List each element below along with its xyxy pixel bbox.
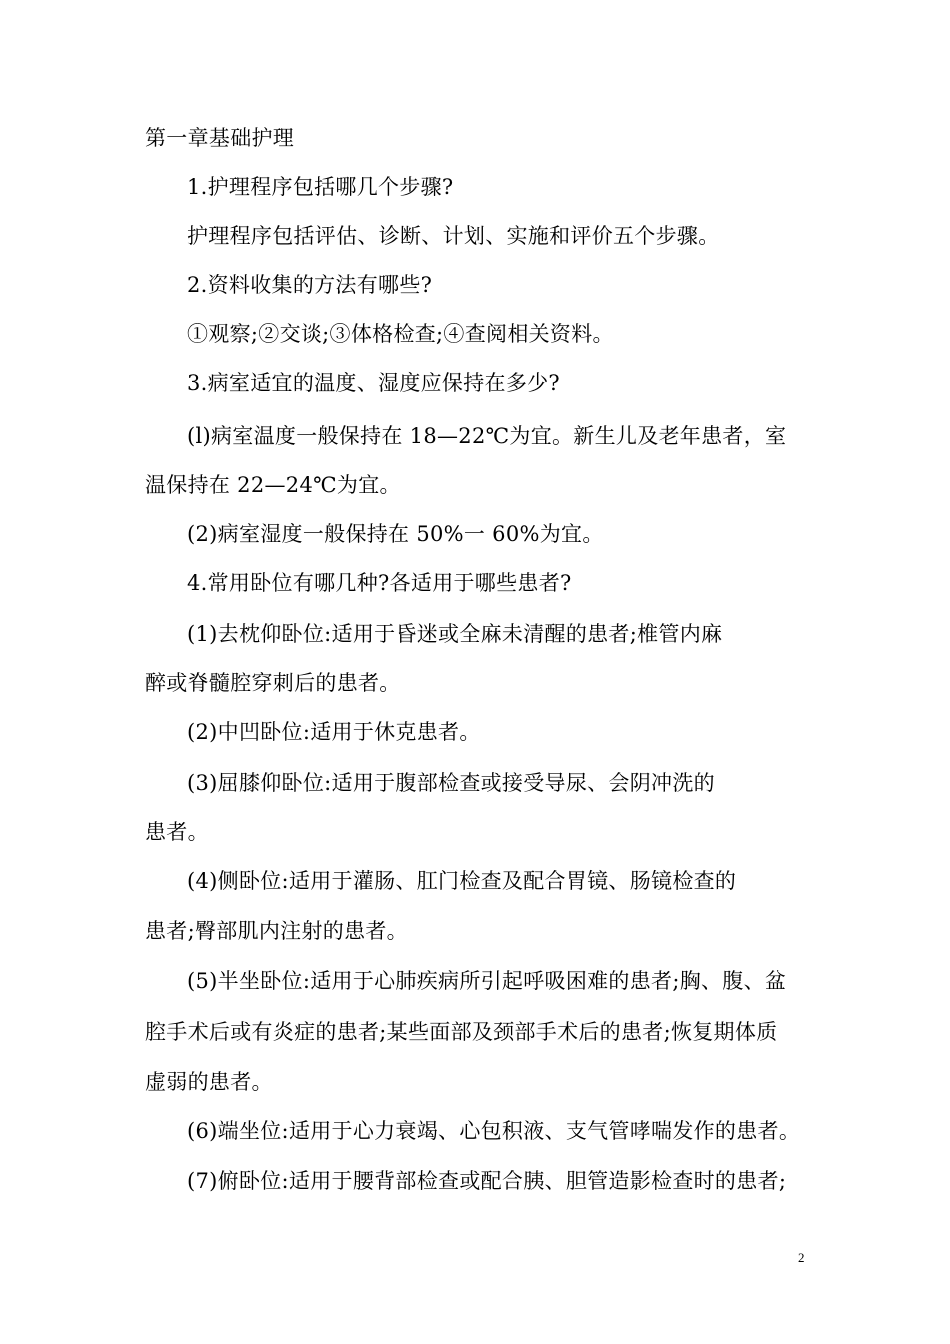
page-number: 2: [798, 1250, 805, 1265]
answer-line: 温保持在 22—24℃为宜。: [145, 473, 401, 497]
answer-line: 护理程序包括评估、诊断、计划、实施和评价五个步骤。: [187, 224, 720, 248]
answer-line: (7)俯卧位:适用于腰背部检查或配合胰、胆管造影检查时的患者;: [187, 1169, 787, 1193]
answer-line: (2)病室湿度一般保持在 50%一 60%为宜。: [187, 522, 604, 546]
answer-line: 虚弱的患者。: [145, 1070, 273, 1094]
answer-line: (4)侧卧位:适用于灌肠、肛门检查及配合胃镜、肠镜检查的: [187, 869, 737, 893]
answer-line: (1)去枕仰卧位:适用于昏迷或全麻未清醒的患者;椎管内麻: [187, 622, 723, 646]
answer-line: (6)端坐位:适用于心力衰竭、心包积液、支气管哮喘发作的患者。: [187, 1119, 801, 1143]
answer-line: (3)屈膝仰卧位:适用于腹部检查或接受导尿、会阴冲洗的: [187, 771, 715, 795]
question-line: 3.病室适宜的温度、湿度应保持在多少?: [187, 371, 560, 395]
answer-line: ①观察;②交谈;③体格检查;④查阅相关资料。: [187, 322, 614, 346]
question-line: 1.护理程序包括哪几个步骤?: [187, 175, 454, 199]
question-line: 4.常用卧位有哪几种?各适用于哪些患者?: [187, 571, 572, 595]
answer-line: (2)中凹卧位:适用于休克患者。: [187, 720, 481, 744]
answer-line: (5)半坐卧位:适用于心肺疾病所引起呼吸困难的患者;胸、腹、盆: [187, 969, 787, 993]
answer-line: 患者;臀部肌内注射的患者。: [145, 919, 408, 943]
question-line: 2.资料收集的方法有哪些?: [187, 273, 433, 297]
answer-line: 患者。: [145, 820, 209, 844]
answer-line: 腔手术后或有炎症的患者;某些面部及颈部手术后的患者;恢复期体质: [145, 1020, 778, 1044]
answer-line: (l)病室温度一般保持在 18—22℃为宜。新生儿及老年患者，室: [187, 424, 787, 448]
chapter-title: 第一章基础护理: [145, 126, 295, 150]
answer-line: 醉或脊髓腔穿刺后的患者。: [145, 671, 401, 695]
